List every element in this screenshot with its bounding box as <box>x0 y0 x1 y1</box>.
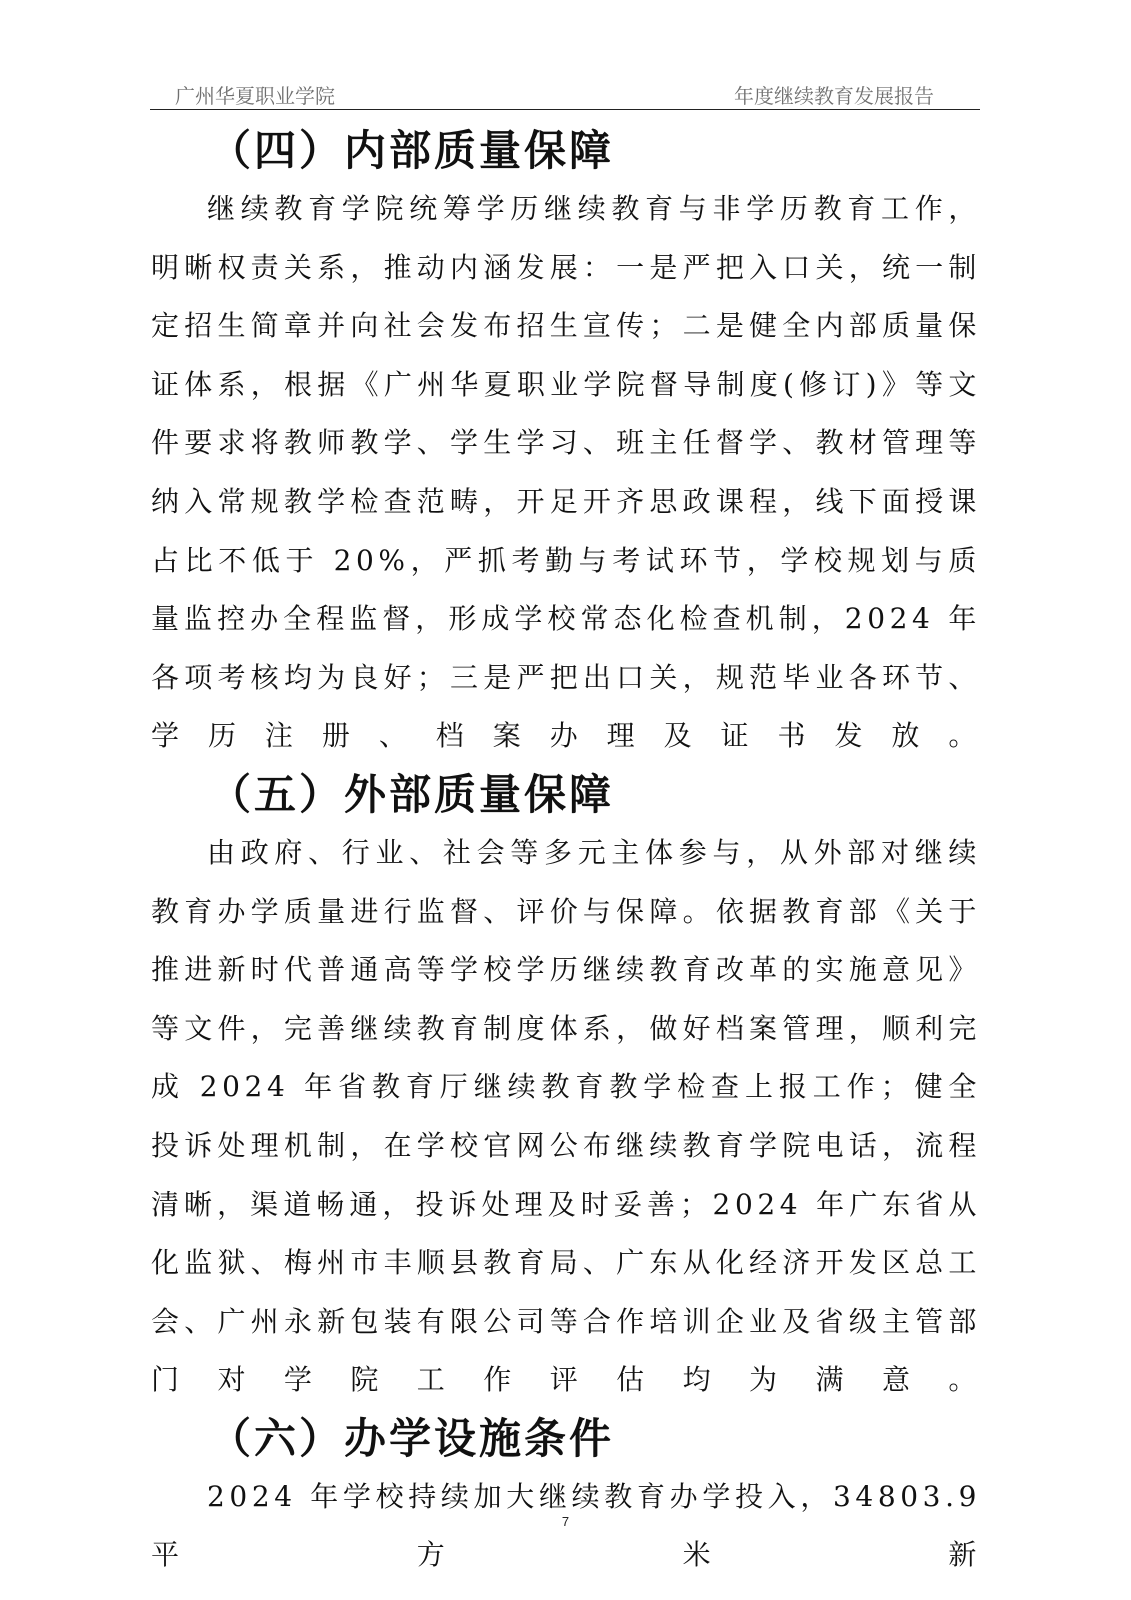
body-content <box>151 122 981 1585</box>
section-title-facilities: （六）办学设施条件 <box>209 1413 615 1463</box>
header-institution: 广州华夏职业学院 <box>175 84 335 108</box>
header-divider <box>150 109 980 110</box>
page-number: 7 <box>561 1514 570 1529</box>
header-report-title: 年度继续教育发展报告 <box>734 84 934 108</box>
section-paragraph-internal-quality: 继续教育学院统筹学历继续教育与非学历教育工作，明晰权责关系，推动内涵发展：一是严把入口关，统一制定招生简章并向社会发布招生宣传；二是健全内部质量保证体系，根据《广州华夏职业学院督导制度(修订)》等文件要求将教师教学、学生学习、班主任督学、教材管理等纳入常规教学检查范畴，开足开齐思政课程，线下面授课占比不低于 20%，严抓考勤与考试环节，学校规划与质量监控办全程监督，形成学校常态化检查机制，2024 年各项考核均为良好；三是严把出口关，规范毕业各环节、学历注册、档案办理及证书发放。 <box>151 192 981 753</box>
section-paragraph-external-quality: 由政府、行业、社会等多元主体参与，从外部对继续教育办学质量进行监督、评价与保障。依据教育部《关于推进新时代普通高等学校学历继续教育改革的实施意见》等文件，完善继续教育制度体系，做好档案管理，顺利完成 2024 年省教育厅继续教育教学检查上报工作；健全投诉处理机制，在学校官网公布继续教育学院电话，流程清晰，渠道畅通，投诉处理及时妥善；2024 年广东省从化监狱、梅州市丰顺县教育局、广东从化经济开发区总工会、广州永新包装有限公司等合作培训企业及省级主管部门对学院工作评估均为满意。 <box>151 835 981 1397</box>
section-title-internal-quality: （四）内部质量保障 <box>209 126 615 175</box>
section-title-external-quality: （五）外部质量保障 <box>209 769 615 819</box>
section-paragraph-facilities: 2024 年学校持续加大继续教育办学投入，34803.9 平方米新 <box>151 1479 981 1572</box>
